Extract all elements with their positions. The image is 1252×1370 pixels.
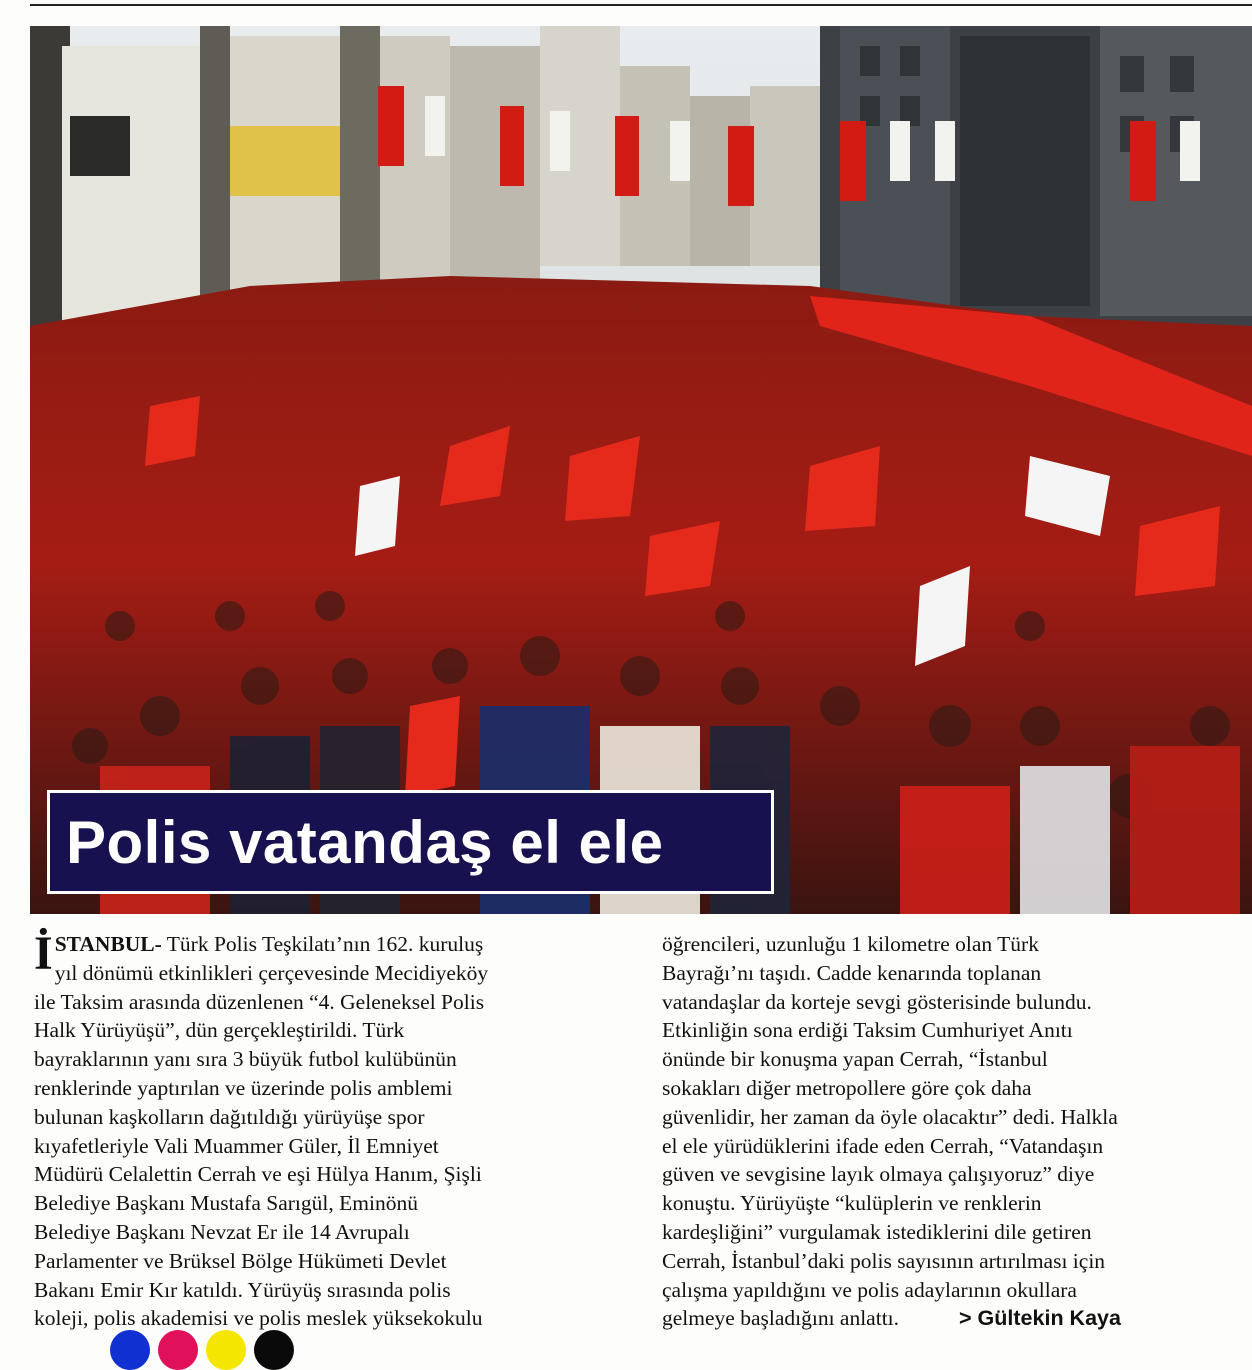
dropcap: İ	[34, 927, 53, 980]
article-column-left	[34, 927, 624, 1333]
article-line: vatandaşlar da korteje sevgi gösterisinde bulundu.	[662, 989, 1092, 1014]
article-line: çalışma yapıldığını ve polis adaylarının okullara	[662, 1277, 1077, 1302]
article-line: Parlamenter ve Brüksel Bölge Hükümeti Devlet	[34, 1248, 447, 1273]
article-line: koleji, polis akademisi ve polis meslek yüksekokulu	[34, 1306, 483, 1331]
article-line: yıl dönümü etkinlikleri çerçevesinde Mecidiyeköy	[54, 960, 489, 985]
article-line: konuştu. Yürüyüşte “kulüplerin ve renklerin	[662, 1191, 1042, 1216]
article-line: güven ve sevgisine layık olmaya çalışıyoruz” diye	[662, 1162, 1095, 1187]
news-photo	[30, 26, 1252, 914]
article-line: bulunan kaşkolların dağıtıldığı yürüyüşe spor	[34, 1104, 425, 1129]
article-line: sokakları diğer metropollere göre çok daha	[662, 1075, 1032, 1100]
color-mark-magenta	[158, 1330, 198, 1370]
article-line: Belediye Başkanı Nevzat Er ile 14 Avrupalı	[34, 1219, 410, 1244]
top-rule	[30, 4, 1252, 6]
article-line: ile Taksim arasında düzenlenen “4. Geleneksel Polis	[34, 989, 485, 1014]
article-line	[662, 1304, 1252, 1333]
article-line: Bakanı Emir Kır katıldı. Yürüyüş sırasında polis	[34, 1277, 451, 1302]
article-line: kardeşliğini” vurgulamak istediklerini dile getiren	[662, 1219, 1092, 1244]
article-column-right	[662, 930, 1252, 1333]
article-line: önünde bir konuşma yapan Cerrah, “İstanbul	[662, 1047, 1048, 1072]
article-line: Belediye Başkanı Mustafa Sarıgül, Eminönü	[34, 1191, 418, 1216]
article-line: Halk Yürüyüşü”, dün gerçekleştirildi. Türk	[34, 1018, 405, 1043]
article-line: renklerinde yaptırılan ve üzerinde polis amblemi	[34, 1075, 453, 1100]
article-text: Türk Polis Teşkilatı’nın 162. kuruluş	[161, 932, 484, 956]
headline: Polis vatandaş el ele	[66, 808, 664, 876]
article-line: el ele yürüdüklerini ifade eden Cerrah, “Vatandaşın	[662, 1133, 1104, 1158]
article-line: Etkinliğin sona erdiği Taksim Cumhuriyet Anıtı	[662, 1018, 1073, 1043]
color-mark-black	[254, 1330, 294, 1370]
article-line: bayraklarının yanı sıra 3 büyük futbol kulübünün	[34, 1047, 457, 1072]
color-mark-yellow	[206, 1330, 246, 1370]
headline-banner	[47, 790, 774, 894]
article-line: güvenlidir, her zaman da öyle olacaktır” dedi. Halkla	[662, 1104, 1118, 1129]
crowd-photo-illustration	[30, 26, 1252, 914]
dateline: STANBUL-	[54, 932, 162, 956]
article-line: Müdürü Celalettin Cerrah ve eşi Hülya Hanım, Şişli	[34, 1162, 482, 1187]
color-mark-blue	[110, 1330, 150, 1370]
article-line: öğrencileri, uzunluğu 1 kilometre olan Türk	[662, 932, 1039, 956]
article-text: gelmeye başladığını anlattı.	[662, 1306, 900, 1331]
article-line: Cerrah, İstanbul’daki polis sayısının artırılması için	[662, 1248, 1106, 1273]
article-line: kıyafetleriyle Vali Muammer Güler, İl Emniyet	[34, 1133, 439, 1158]
article-line: Bayrağı’nı taşıdı. Cadde kenarında toplanan	[662, 960, 1042, 985]
byline: > Gültekin Kaya	[959, 1306, 1121, 1331]
